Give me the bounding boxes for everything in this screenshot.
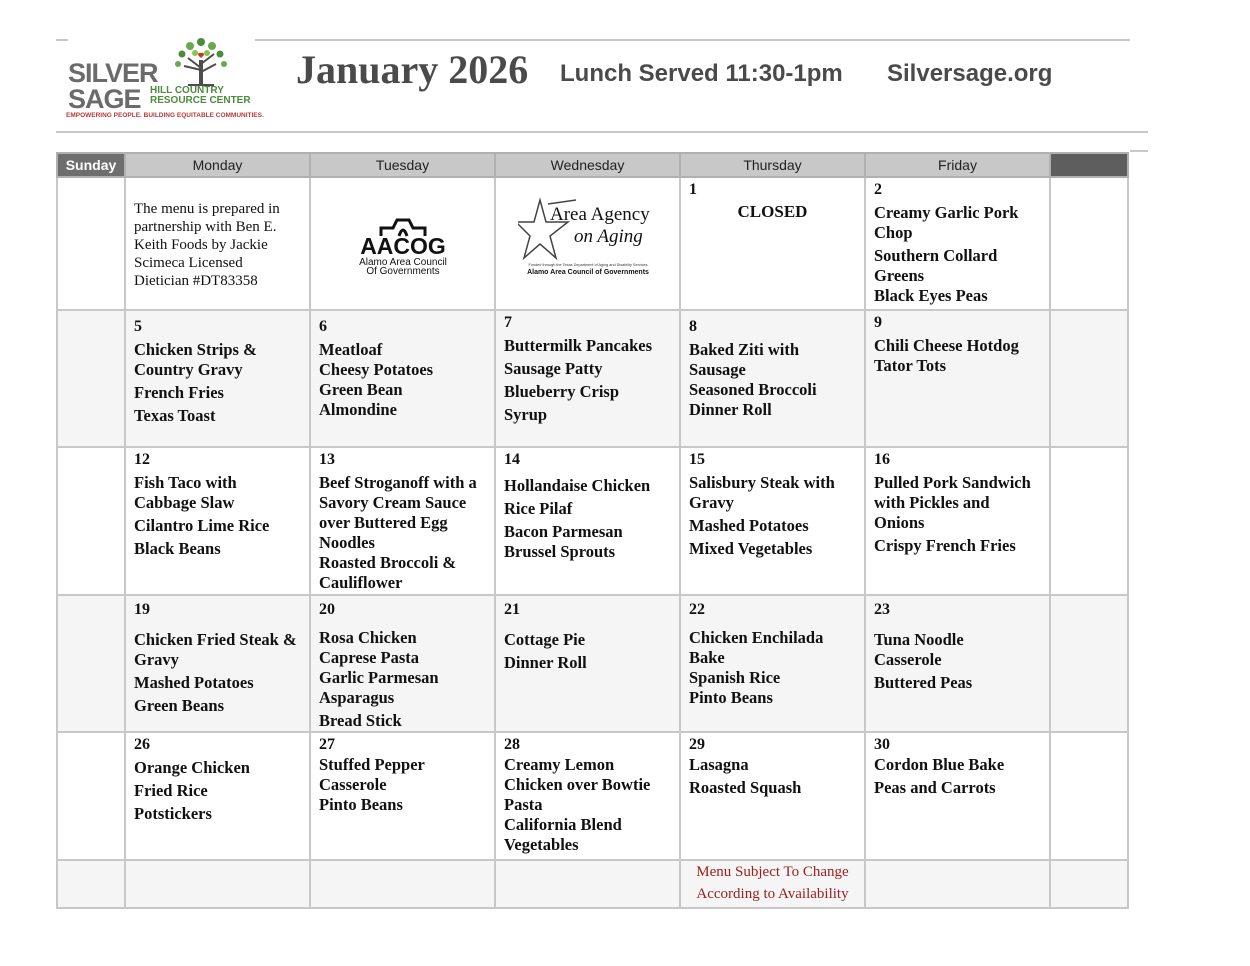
meal-item: Beef Stroganoff with a Savory Cream Sauce over Buttered Egg Noodles [319,473,477,552]
meal-item: Chicken Fried Steak & Gravy [134,630,297,669]
day-cell [680,447,865,595]
day-cell [310,595,495,732]
saturday-cell [1050,447,1128,595]
saturday-cell [1050,860,1128,908]
meal-item: Rice Pilaf [504,499,573,518]
meal-item: Black Beans [134,539,221,558]
meal-item: Dinner Roll [689,400,772,419]
day-cell [865,732,1050,860]
meal-item: Lasagna [689,755,749,774]
logo-hill-country [150,86,251,106]
sunday-cell [57,447,125,595]
meal-item: Pinto Beans [689,688,773,707]
empty-cell [495,860,680,908]
logo-silver-text: SILVER [68,58,158,88]
meal-item: Green Bean Almondine [319,380,403,419]
meal-item: Mixed Vegetables [689,539,813,558]
aacog-logo [351,214,455,278]
aaa-org: Alamo Area Council of Governments [526,269,649,276]
meal-item: Peas and Carrots [874,778,996,797]
meal-item: Green Beans [134,696,224,715]
meal-item: Creamy Lemon Chicken over Bowtie Pasta [504,755,651,814]
day-number: 30 [874,736,890,753]
day-number: 6 [319,318,327,335]
day-number: 1 [689,181,697,198]
aacog-sub1: Alamo Area Council [358,257,447,268]
page-title-month: January 2026 [296,47,529,92]
meal-item: Chili Cheese Hotdog [874,336,1019,355]
meal-item: Seasoned Broccoli [689,380,817,399]
menu-note: The menu is prepared in partnership with Ben E. Keith Foods by Jackie Scimeca Licensed Dietician #DT83358 [134,201,280,289]
day-number: 28 [504,736,520,753]
day-cell [125,310,310,447]
change-note-line2: According to Availability [696,886,849,902]
header-saturday [1050,153,1128,177]
week-row-1 [57,177,1128,310]
day-number: 20 [319,601,335,618]
day-number: 27 [319,736,335,753]
footer-row [57,860,1128,908]
meal-item: Bread Stick [319,711,402,730]
aaa-line2: on Aging [573,226,643,247]
aacog-sub2: Of Governments [365,266,440,277]
week-row-5 [57,732,1128,860]
header-wednesday: Wednesday [495,153,680,177]
meal-item: Buttermilk Pancakes [504,336,653,355]
meal-item: Texas Toast [134,406,216,425]
meal-item: Orange Chicken [134,758,250,777]
day-cell [680,310,865,447]
header-tuesday: Tuesday [310,153,495,177]
meal-item: Fish Taco with Cabbage Slaw [134,473,237,512]
logo-sage-text: SAGE [68,84,141,114]
day-cell [495,447,680,595]
weekday-header-row [57,153,1128,177]
meal-item: Bacon Parmesan Brussel Sprouts [504,522,623,561]
empty-cell [125,860,310,908]
meal-item: Buttered Peas [874,673,973,692]
header-rule-2 [1130,150,1148,152]
meal-item: California Blend Vegetables [504,815,622,854]
meal-item: Spanish Rice [689,668,781,687]
lunch-hours: Lunch Served 11:30-1pm [560,60,843,87]
meal-item: Meatloaf [319,340,383,359]
day-cell [310,732,495,860]
meal-item: Tator Tots [874,356,946,375]
meal-item: French Fries [134,383,224,402]
meal-item: Crispy French Fries [874,536,1016,555]
day-number: 16 [874,451,890,468]
day-number: 5 [134,318,142,335]
day-cell-note [125,177,310,310]
meal-item: Creamy Garlic Pork Chop [874,203,1019,242]
day-cell-aaa [495,177,680,310]
meal-item: Fried Rice [134,781,208,800]
meal-item: Syrup [504,405,548,424]
meal-item: Sausage Patty [504,359,603,378]
logo-hill-line: HILL COUNTRY [150,85,224,96]
meal-item: Cottage Pie [504,630,586,649]
website-text: Silversage.org [887,60,1053,87]
meal-item: Tuna Noodle Casserole [874,630,964,669]
meal-item: Chicken Strips & Country Gravy [134,340,257,379]
meal-item: Cordon Blue Bake [874,755,1005,774]
meal-item: Potstickers [134,804,212,823]
day-number: 12 [134,451,150,468]
tree-icon [170,34,232,88]
day-number: 26 [134,736,150,753]
day-number: 19 [134,601,150,618]
meal-item: Mashed Potatoes [134,673,254,692]
meal-item: Dinner Roll [504,653,587,672]
aaa-fine: Funded through the Texas Department of Aging and Disability Services [528,263,647,267]
day-cell [865,595,1050,732]
saturday-cell [1050,595,1128,732]
day-cell [680,177,865,310]
day-number: 8 [689,318,697,335]
change-note-cell [680,860,865,908]
meal-item: Pulled Pork Sandwich with Pickles and Onions [874,473,1031,532]
meal-item: Cilantro Lime Rice [134,516,270,535]
header-friday: Friday [865,153,1050,177]
day-number: 23 [874,601,890,618]
header-rule [56,131,1148,133]
day-cell [680,732,865,860]
day-cell [495,732,680,860]
change-note-line1: Menu Subject To Change [696,864,849,880]
silver-sage-logo [64,34,264,124]
day-number: 9 [874,314,882,331]
day-cell [495,310,680,447]
header-monday: Monday [125,153,310,177]
day-number: 22 [689,601,705,618]
meal-item: Garlic Parmesan Asparagus [319,668,439,707]
day-number: 7 [504,314,512,331]
meal-item: Blueberry Crisp [504,382,620,401]
sunday-cell [57,310,125,447]
day-cell [865,447,1050,595]
logo-resource-line: RESOURCE CENTER [150,95,251,106]
meal-item: Roasted Squash [689,778,802,797]
saturday-cell [1050,310,1128,447]
day-cell [125,595,310,732]
area-agency-logo [518,196,658,276]
closed-label: CLOSED [737,202,808,221]
aaa-line1: Area Agency [549,204,650,225]
meal-item: Southern Collard Greens [874,246,998,285]
day-number: 15 [689,451,705,468]
day-cell [310,447,495,595]
day-number: 21 [504,601,520,618]
sunday-cell [57,595,125,732]
sunday-cell [57,860,125,908]
day-cell [125,732,310,860]
day-cell-aacog [310,177,495,310]
week-row-4 [57,595,1128,732]
logo-tagline: EMPOWERING PEOPLE. BUILDING EQUITABLE COMMUNITIES. [66,112,264,119]
meal-item: Hollandaise Chicken [504,476,651,495]
day-number: 14 [504,451,520,468]
empty-cell [310,860,495,908]
meal-item: Mashed Potatoes [689,516,809,535]
sunday-cell [57,732,125,860]
day-cell [495,595,680,732]
meal-item: Roasted Broccoli & Cauliflower [319,553,457,592]
aacog-logo-text: AACOG [359,233,446,259]
day-number: 29 [689,736,705,753]
meal-item: Baked Ziti with Sausage [689,340,800,379]
top-rule-right [255,39,1130,41]
meal-item: Rosa Chicken Caprese Pasta [319,628,420,667]
empty-cell [865,860,1050,908]
day-cell [865,177,1050,310]
day-number: 2 [874,181,882,198]
saturday-cell [1050,177,1128,310]
day-cell [865,310,1050,447]
day-cell [680,595,865,732]
meal-item: Salisbury Steak with Gravy [689,473,835,512]
sunday-cell [57,177,125,310]
week-row-3 [57,447,1128,595]
menu-calendar [56,152,1129,909]
day-cell [310,310,495,447]
meal-item: Chicken Enchilada Bake [689,628,824,667]
day-number: 13 [319,451,335,468]
meal-item: Black Eyes Peas [874,286,988,305]
meal-item: Cheesy Potatoes [319,360,434,379]
header-thursday: Thursday [680,153,865,177]
meal-item: Pinto Beans [319,795,403,814]
day-cell [125,447,310,595]
saturday-cell [1050,732,1128,860]
week-row-2 [57,310,1128,447]
meal-item: Stuffed Pepper Casserole [319,755,425,794]
header-sunday: Sunday [57,153,125,177]
